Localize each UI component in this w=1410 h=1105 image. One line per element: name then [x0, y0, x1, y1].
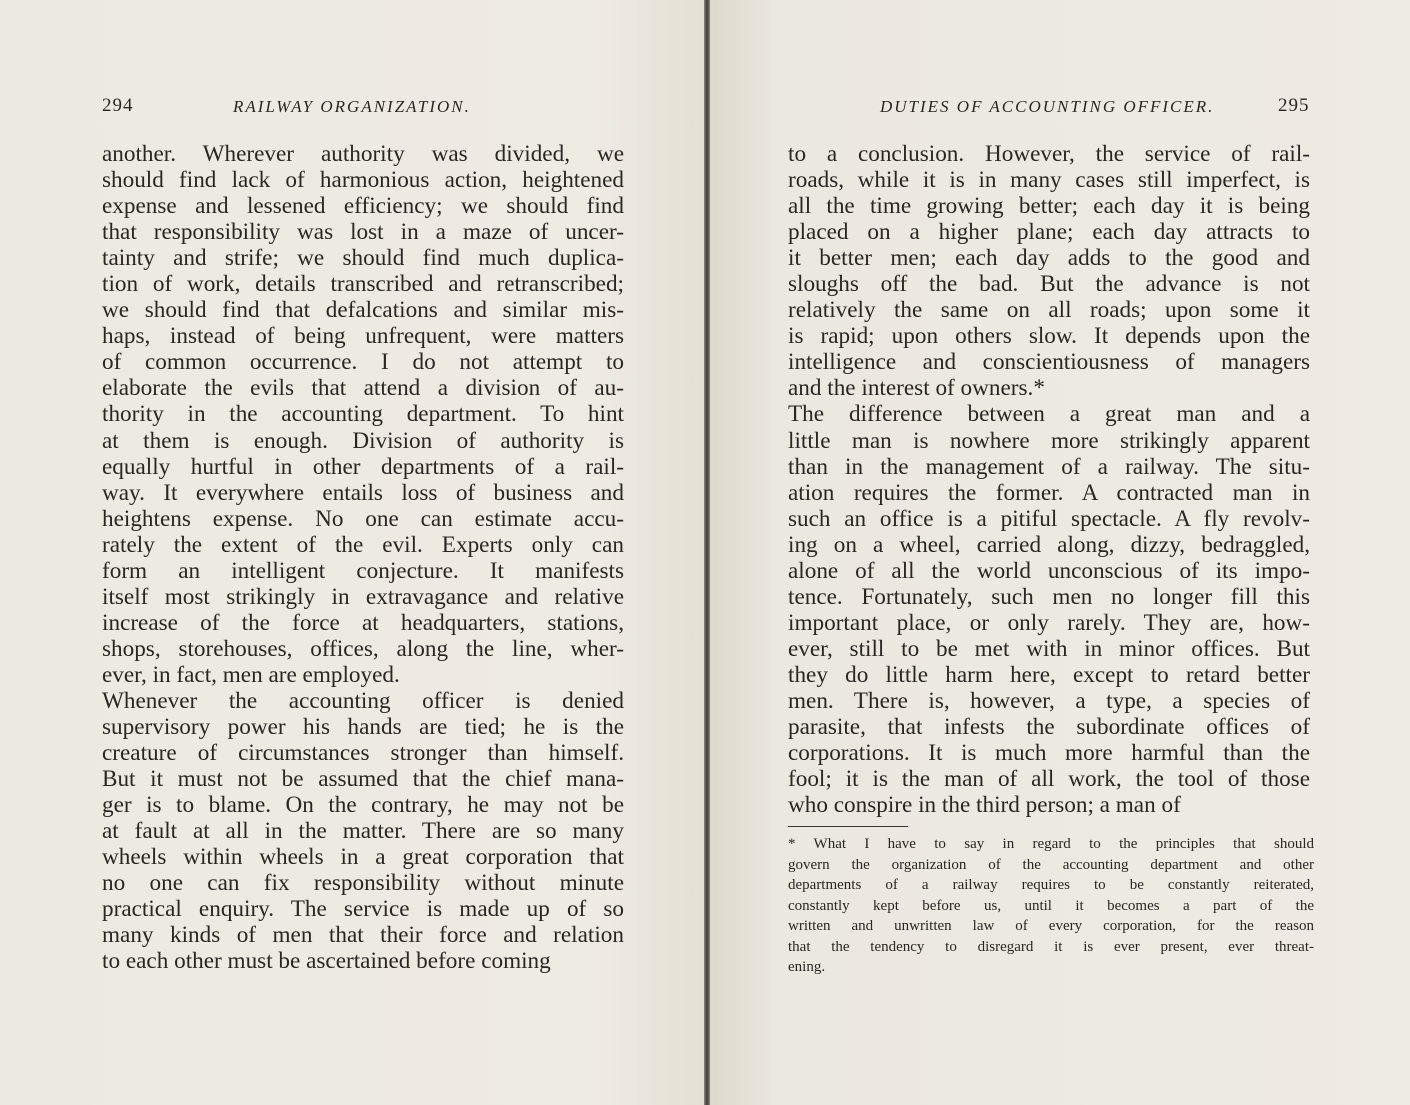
footnote	[788, 834, 1314, 978]
text-line: such an office is a pitiful spectacle. A fly revolv-	[788, 505, 1310, 532]
text-line: all the time growing better; each day it is being	[788, 193, 1310, 220]
text-line: Whenever the accounting officer is denied	[102, 687, 624, 714]
text-line: that responsibility was lost in a maze of uncer-	[102, 219, 624, 246]
text-line: roads, while it is in many cases still imperfect, is	[788, 167, 1310, 194]
text-line: ing on a wheel, carried along, dizzy, bedraggled,	[788, 531, 1310, 558]
text-line: creature of circumstances stronger than himself.	[102, 740, 624, 767]
text-line: corporations. It is much more harmful than the	[788, 740, 1310, 767]
text-line: to a conclusion. However, the service of rail-	[788, 141, 1310, 167]
text-line: no one can fix responsibility without minute	[102, 870, 624, 897]
text-line: practical enquiry. The service is made up of so	[102, 896, 624, 923]
text-line: tence. Fortunately, such men no longer fill this	[788, 583, 1310, 610]
text-line: placed on a higher plane; each day attracts to	[788, 219, 1310, 246]
text-line: and the interest of owners.*	[788, 375, 1045, 402]
text-line: haps, instead of being unfrequent, were matters	[102, 323, 624, 350]
text-line: fool; it is the man of all work, the tool of those	[788, 766, 1310, 793]
text-line: elaborate the evils that attend a division of au-	[102, 375, 624, 402]
right-page-header	[710, 95, 1410, 123]
right-page-number: 295	[1278, 95, 1310, 116]
text-line: But it must not be assumed that the chief mana-	[102, 766, 624, 793]
text-line: at them is enough. Division of authority is	[102, 427, 624, 454]
text-line: The difference between a great man and a	[788, 401, 1310, 428]
text-line: form an intelligent conjecture. It manifests	[102, 557, 624, 584]
text-line: govern the organization of the accounting department and other	[788, 856, 1314, 873]
text-line: written and unwritten law of every corporation, for the reason	[788, 918, 1314, 934]
text-line: intelligence and conscientiousness of managers	[788, 349, 1310, 376]
text-line: who conspire in the third person; a man of	[788, 792, 1181, 819]
left-page-body	[102, 141, 624, 975]
text-line: than in the management of a railway. The situ-	[788, 453, 1310, 480]
text-line: should find lack of harmonious action, heightened	[102, 167, 624, 194]
text-line: important place, or only rarely. They are, how-	[788, 609, 1310, 636]
text-line: we should find that defalcations and similar mis-	[102, 297, 624, 324]
text-line: tion of work, details transcribed and retranscribed;	[102, 271, 624, 298]
text-line: * What I have to say in regard to the principles that should	[788, 836, 1314, 852]
text-line: ening.	[788, 959, 826, 975]
text-line: relatively the same on all roads; upon some it	[788, 297, 1310, 324]
text-line: it better men; each day adds to the good and	[788, 245, 1310, 272]
left-running-head: RAILWAY ORGANIZATION.	[233, 97, 471, 116]
text-line: they do little harm here, except to retard better	[788, 661, 1310, 688]
text-line: equally hurtful in other departments of a rail-	[102, 453, 624, 480]
text-line: expense and lessened efficiency; we should find	[102, 193, 624, 220]
right-page-body	[788, 141, 1310, 818]
left-page	[0, 0, 704, 1105]
text-line: thority in the accounting department. To hint	[102, 401, 624, 428]
text-line: wheels within wheels in a great corporation that	[102, 844, 624, 871]
text-line: itself most strikingly in extravagance and relative	[102, 583, 624, 610]
text-line: tainty and strife; we should find much duplica-	[102, 245, 624, 272]
text-line: many kinds of men that their force and relation	[102, 922, 624, 949]
text-line: ger is to blame. On the contrary, he may not be	[102, 792, 624, 819]
text-line: men. There is, however, a type, a species of	[788, 687, 1310, 714]
text-line: shops, storehouses, offices, along the line, wher-	[102, 635, 624, 662]
text-line: little man is nowhere more strikingly apparent	[788, 427, 1310, 454]
text-line: is rapid; upon others slow. It depends upon the	[788, 323, 1310, 350]
right-running-head: DUTIES OF ACCOUNTING OFFICER.	[880, 97, 1215, 116]
text-line: to each other must be ascertained before coming	[102, 948, 551, 975]
text-line: parasite, that infests the subordinate offices of	[788, 714, 1310, 741]
text-line: ation requires the former. A contracted man in	[788, 479, 1310, 506]
text-line: supervisory power his hands are tied; he is the	[102, 714, 624, 741]
left-page-header	[0, 95, 704, 123]
text-line: ever, still to be met with in minor offices. But	[788, 635, 1310, 662]
text-line: that the tendency to disregard it is ever present, ever threat-	[788, 938, 1314, 955]
text-line: constantly kept before us, until it becomes a part of the	[788, 897, 1314, 914]
left-page-number: 294	[102, 95, 134, 116]
text-line: alone of all the world unconscious of its impo-	[788, 557, 1310, 584]
text-line: another. Wherever authority was divided, we	[102, 141, 624, 167]
text-line: of common occurrence. I do not attempt to	[102, 349, 624, 376]
text-line: at fault at all in the matter. There are so many	[102, 818, 624, 845]
text-line: increase of the force at headquarters, stations,	[102, 609, 624, 636]
text-line: heightens expense. No one can estimate accu-	[102, 505, 624, 532]
text-line: way. It everywhere entails loss of business and	[102, 479, 624, 506]
text-line: ever, in fact, men are employed.	[102, 661, 400, 688]
text-line: rately the extent of the evil. Experts only can	[102, 531, 624, 558]
text-line: sloughs off the bad. But the advance is not	[788, 271, 1310, 298]
text-line: departments of a railway requires to be constantly reiterated,	[788, 877, 1314, 893]
footnote-rule	[788, 826, 908, 827]
